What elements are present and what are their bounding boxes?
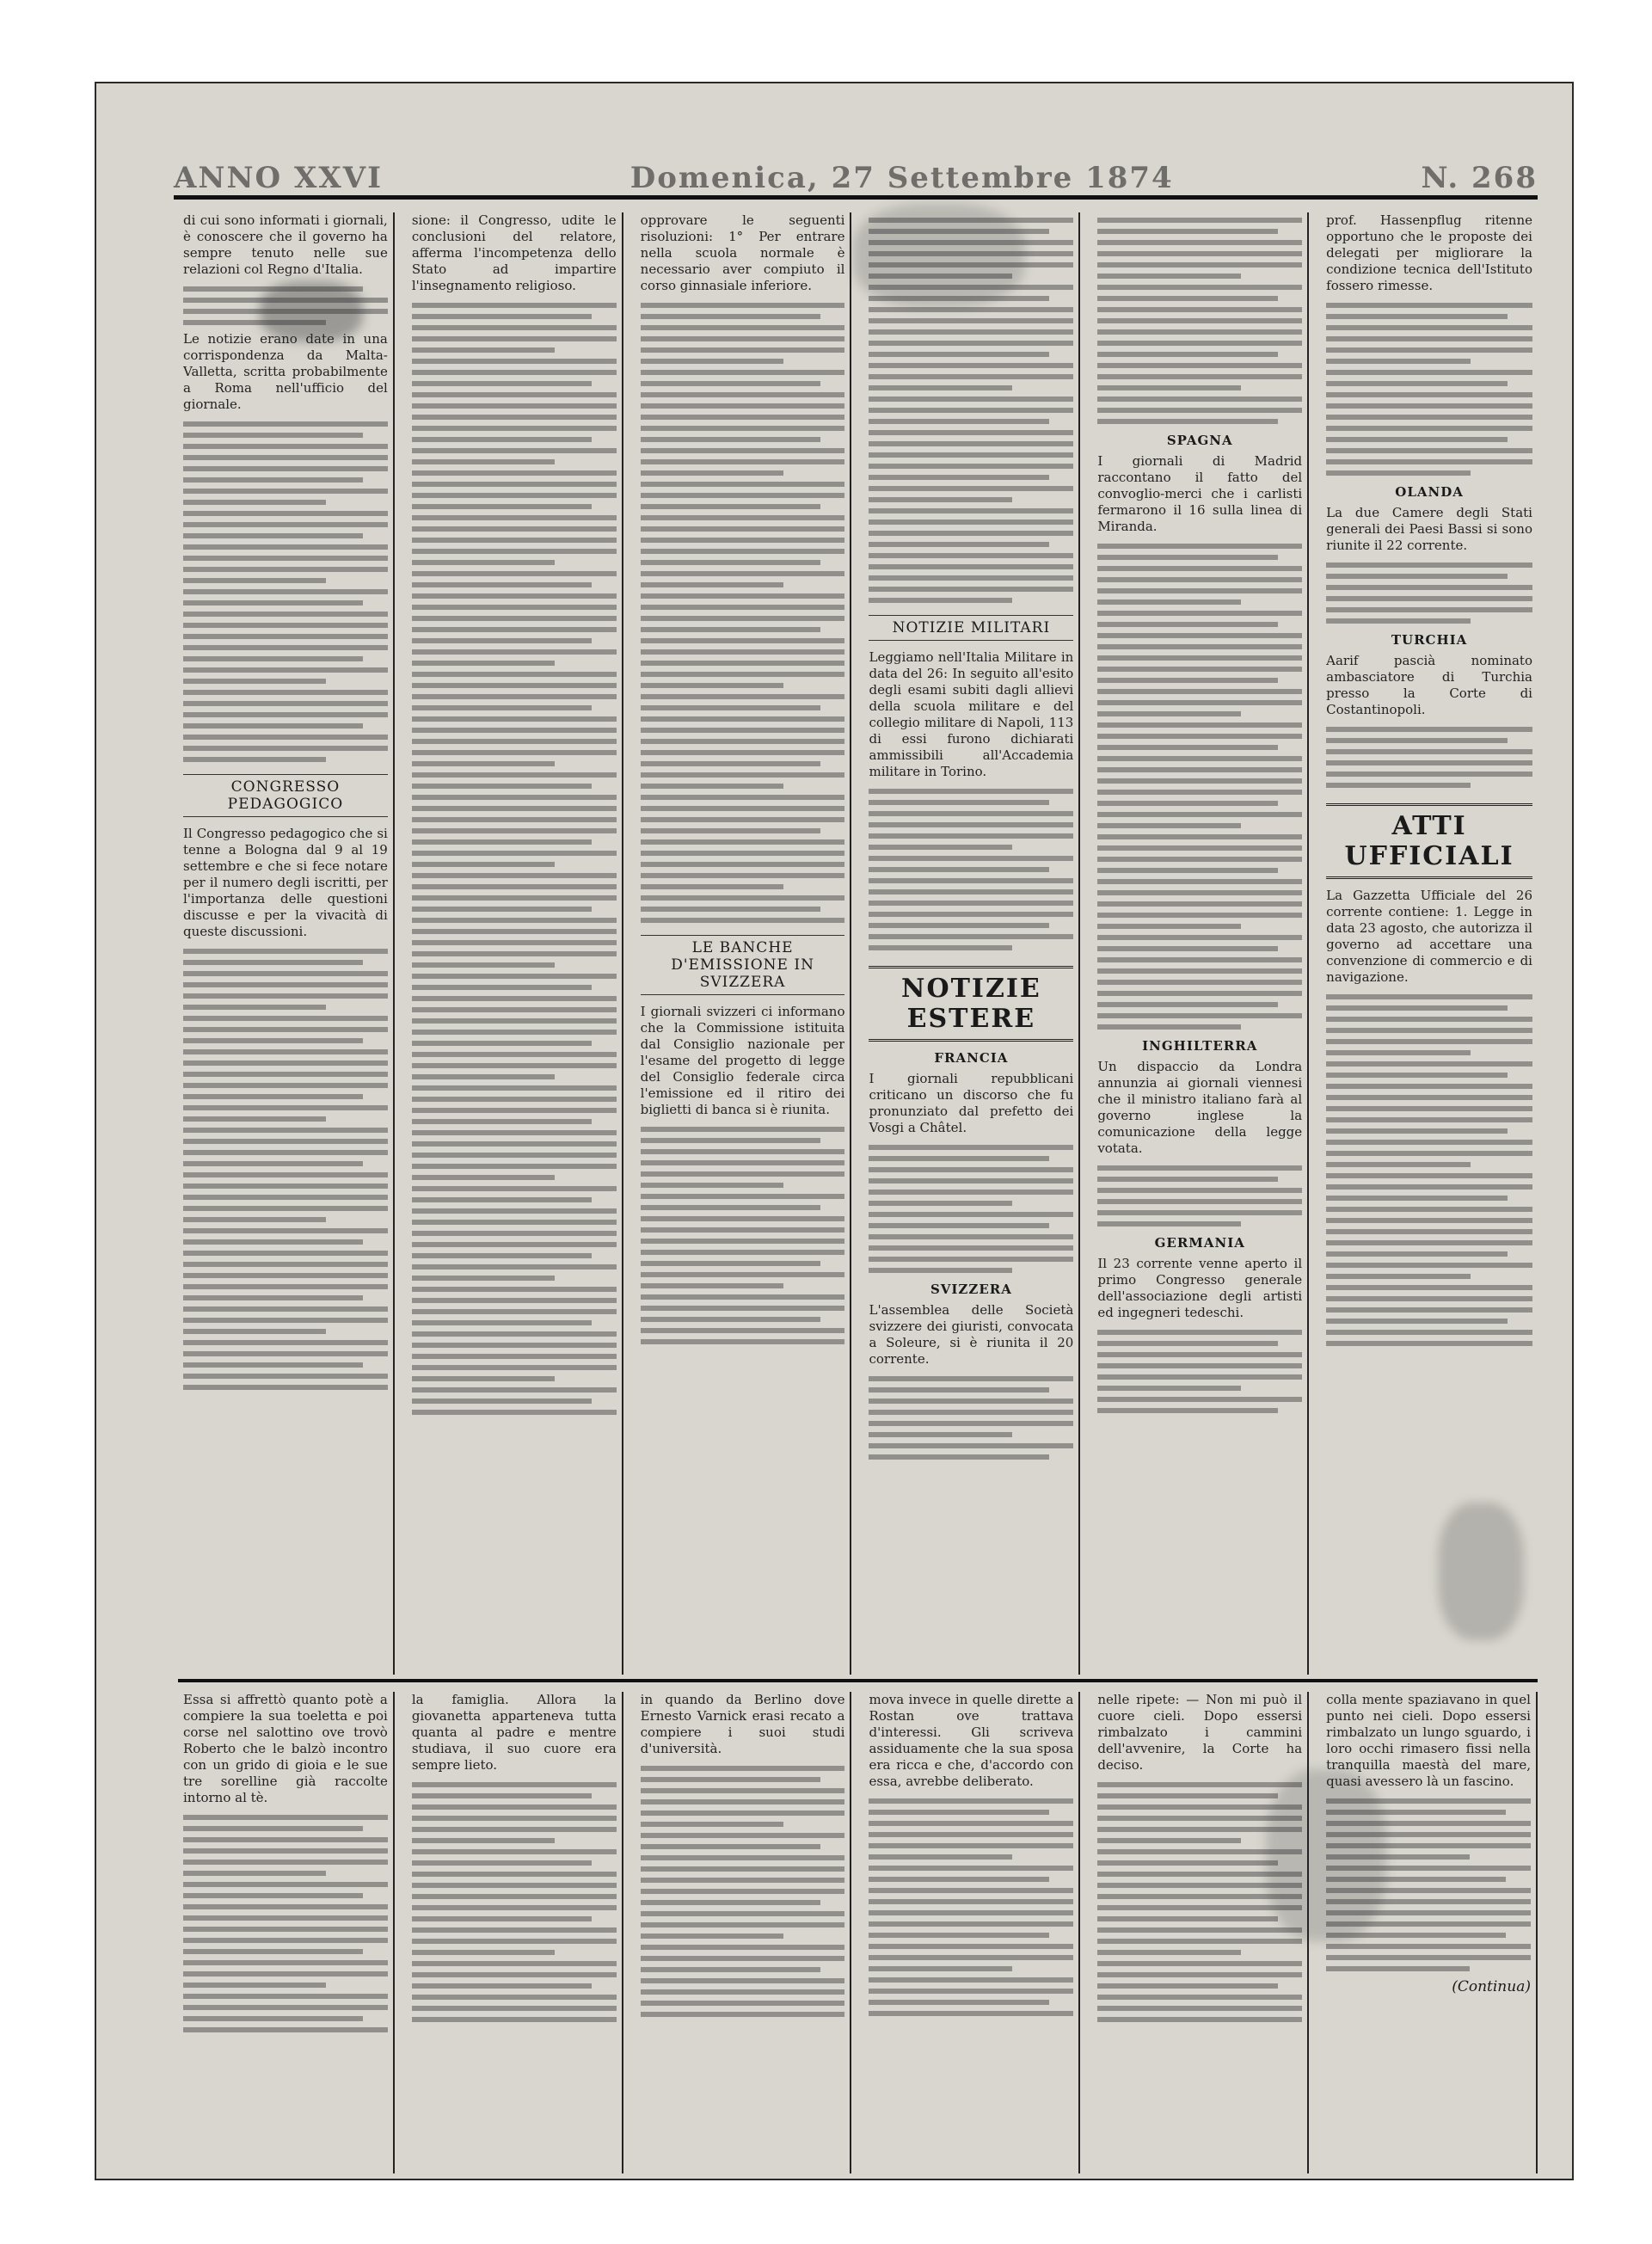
column-3 xyxy=(636,212,852,1675)
column-1 xyxy=(178,212,395,1675)
section-heading-turchia: TURCHIA xyxy=(1391,632,1468,648)
article-text: di cui sono informati i giornali, è conoscere che il governo ha sempre tenuto nelle sue relazioni col Regno d'Italia. xyxy=(183,212,388,277)
upper-columns xyxy=(178,212,1538,1675)
article-text: I giornali svizzeri ci informano che la Commissione istituita dal Consiglio nazionale per l'esame del progetto di legge del Consiglio federale circa l'emissione ed il ritiro dei biglietti di banca si è riunita. xyxy=(640,1004,845,1117)
article-text: Un dispaccio da Londra annunzia ai giornali viennesi che il ministro italiano farà al governo inglese la comunicazione della legge votata. xyxy=(1097,1059,1303,1156)
article-text: Il 23 corrente venne aperto il primo Congresso generale dell'associazione degli artisti ed ingegneri tedeschi. xyxy=(1097,1256,1303,1320)
section-heading-svizzera: SVIZZERA xyxy=(930,1282,1012,1297)
section-heading-spagna: SPAGNA xyxy=(1166,433,1233,448)
article-text: opprovare le seguenti risoluzioni: 1° Per entrare nella scuola normale è necessario aver compiuto il corso ginnasiale inferiore. xyxy=(640,212,845,293)
section-heading-inghilterra: INGHILTERRA xyxy=(1142,1038,1258,1054)
feuilleton-text: colla mente spaziavano in quel punto nei cieli. Dopo essersi rimbalzato un lungo sguardo, i loro occhi rimasero fissi nella tranquilla maestà del mare, quasi avessero là un fascino. xyxy=(1326,1692,1531,1789)
feuilleton-column-3 xyxy=(636,1692,852,2173)
newspaper-page xyxy=(95,82,1574,2180)
section-heading-banche: LE BANCHE D'EMISSIONE IN SVIZZERA xyxy=(641,935,845,995)
article-text: Le notizie erano date in una corrispondenza da Malta-Valletta, scritta probabilmente a Roma nell'ufficio del giornale. xyxy=(183,331,388,412)
feuilleton-column-5 xyxy=(1092,1692,1309,2173)
feuilleton-text: mova invece in quelle dirette a Rostan ove trattava d'interessi. Gli scriveva assiduamente che la sua sposa era ricca e che, d'accordo con essa, avrebbe deliberato. xyxy=(869,1692,1074,1789)
article-text: Aarif pascià nominato ambasciatore di Turchia presso la Corte di Costantinopoli. xyxy=(1326,653,1532,717)
article-text: Il Congresso pedagogico che si tenne a Bologna dal 9 al 19 settembre e che si fece notare per il numero degli iscritti, per l'importanza delle questioni discusse e per la vivacità di queste discussioni. xyxy=(183,826,388,939)
feuilleton-text: nelle ripete: — Non mi può il cuore cieli. Dopo essersi rimbalzato i cammini dell'avvenire, la Corte ha deciso. xyxy=(1097,1692,1303,1773)
feuilleton-text: Essa si affrettò quanto potè a compiere la sua toeletta e poi corse nel salottino ove trovò Roberto che le balzò incontro con un grido di gioia e le sue tre sorelline già raccolte intorno al tè. xyxy=(183,1692,388,1805)
section-heading-francia: FRANCIA xyxy=(934,1050,1009,1066)
section-heading-olanda: OLANDA xyxy=(1395,484,1464,500)
masthead-date: Domenica, 27 Settembre 1874 xyxy=(629,161,1174,195)
feuilleton-column-1 xyxy=(178,1692,395,2173)
article-text: Leggiamo nell'Italia Militare in data del 26: In seguito all'esito degli esami subiti dagli allievi della scuola militare e del collegio militare di Napoli, 113 di essi furono dichiarati ammissibili all'Accademia militare in Torino. xyxy=(869,649,1074,779)
section-heading-germania: GERMANIA xyxy=(1154,1235,1245,1251)
column-4 xyxy=(863,212,1080,1675)
masthead-year: ANNO XXVI xyxy=(174,161,384,195)
article-text: L'assemblea delle Società svizzere dei giuristi, convocata a Soleure, si è riunita il 20 corrente. xyxy=(869,1302,1074,1367)
article-text: I giornali repubblicani criticano un discorso che fu pronunziato dal prefetto dei Vosgi a Châtel. xyxy=(869,1071,1074,1135)
article-text: I giornali di Madrid raccontano il fatto del convoglio-merci che i carlisti fermarono il 16 sulla linea di Miranda. xyxy=(1097,453,1303,534)
section-heading-atti: ATTI UFFICIALI xyxy=(1326,803,1532,879)
masthead xyxy=(174,144,1538,200)
column-6 xyxy=(1321,212,1538,1675)
feuilleton-column-2 xyxy=(407,1692,623,2173)
masthead-number: N. 268 xyxy=(1421,161,1538,195)
continua-label: (Continua) xyxy=(1452,1978,1531,1995)
article-text: La Gazzetta Ufficiale del 26 corrente contiene: 1. Legge in data 23 agosto, che autorizza il governo ad accettare una convenzione di commercio e di navigazione. xyxy=(1326,888,1532,985)
feuilleton-text: in quando da Berlino dove Ernesto Varnick erasi recato a compiere i suoi studi d'università. xyxy=(640,1692,845,1756)
column-2 xyxy=(407,212,623,1675)
section-heading-estere: NOTIZIE ESTERE xyxy=(869,966,1073,1042)
column-5 xyxy=(1092,212,1309,1675)
article-text: La due Camere degli Stati generali dei Paesi Bassi si sono riunite il 22 corrente. xyxy=(1326,505,1532,553)
article-text: prof. Hassenpflug ritenne opportuno che le proposte dei delegati per migliorare la condizione tecnica dell'Istituto fossero rimesse. xyxy=(1326,212,1532,293)
section-heading-militari: NOTIZIE MILITARI xyxy=(869,615,1073,641)
section-heading-congresso: CONGRESSO PEDAGOGICO xyxy=(183,774,388,817)
article-text: sione: il Congresso, udite le conclusioni del relatore, afferma l'incompetenza dello Stato ad impartire l'insegnamento religioso. xyxy=(411,212,617,293)
feuilleton-divider xyxy=(178,1679,1538,1682)
feuilleton-column-4 xyxy=(863,1692,1080,2173)
feuilleton-text: la famiglia. Allora la giovanetta apparteneva tutta quanta al padre e mentre studiava, il suo cuore era sempre lieto. xyxy=(411,1692,617,1773)
